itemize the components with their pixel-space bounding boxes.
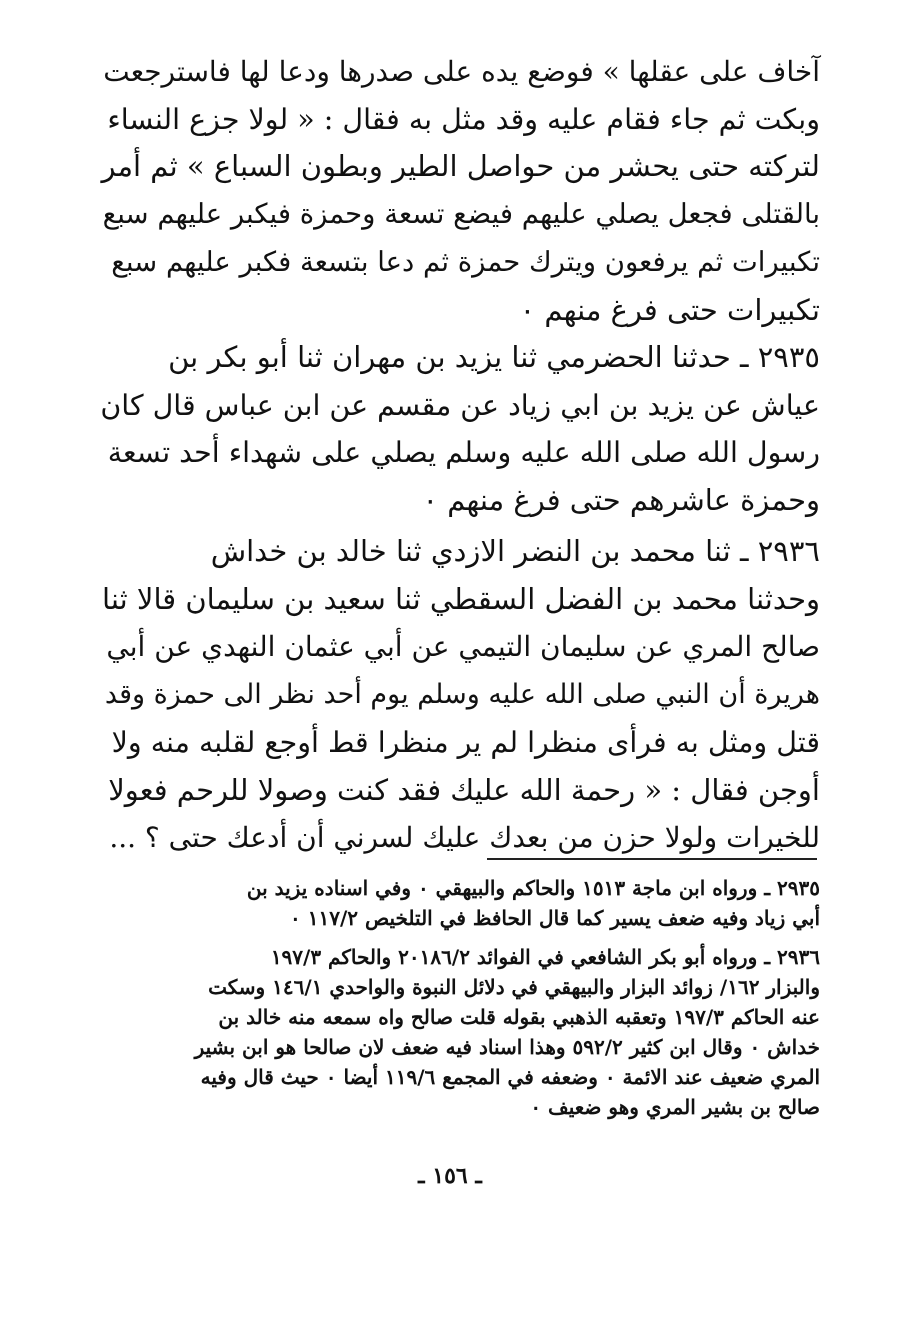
text-line: تكبيرات ثم يرفعون ويترك حمزة ثم دعا بتسعة فكبر عليهم سبع bbox=[111, 245, 820, 278]
text-line: رسول الله صلى الله عليه وسلم يصلي على شهداء أحد تسعة bbox=[107, 436, 820, 470]
text-line: للخيرات ولولا حزن من بعدك عليك لسرني أن أدعك حتى ؟ ... bbox=[109, 821, 820, 855]
text-line: عياش عن يزيد بن ابي زياد عن مقسم عن ابن عباس قال كان bbox=[100, 388, 820, 422]
footnote-line: والبزار ١٦٢/ زوائد البزار والبيهقي في دلائل النبوة والواحدي ١٤٦/١ وسكت bbox=[208, 975, 820, 999]
text-line: صالح المري عن سليمان التيمي عن أبي عثمان النهدي عن أبي bbox=[106, 630, 820, 664]
text-line: قتل ومثل به فرأى منظرا لم ير منظرا قط أوجع لقلبه منه ولا bbox=[111, 725, 820, 759]
footnote-line: صالح بن بشير المري وهو ضعيف ٠ bbox=[530, 1095, 820, 1119]
text-line: وبكت ثم جاء فقام عليه وقد مثل به فقال : « لولا جزع النساء bbox=[107, 102, 820, 136]
footnote-line: خداش ٠ وقال ابن كثير ٥٩٢/٢ وهذا اسناد فيه ضعف لان صالحا هو ابن بشير bbox=[194, 1035, 820, 1059]
footnote-line: ٢٩٣٥ ـ ورواه ابن ماجة ١٥١٣ والحاكم والبيهقي ٠ وفي اسناده يزيد بن bbox=[246, 876, 820, 900]
text-line: آخاف على عقلها » فوضع يده على صدرها ودعا لها فاسترجعت bbox=[103, 55, 820, 88]
text-line: وحدثنا محمد بن الفضل السقطي ثنا سعيد بن سليمان قالا ثنا bbox=[102, 581, 820, 616]
text-line: ٢٩٣٦ ـ ثنا محمد بن النضر الازدي ثنا خالد بن خداش bbox=[210, 534, 820, 568]
footnote-2935 bbox=[100, 873, 820, 933]
footnote-line: عنه الحاكم ١٩٧/٣ وتعقبه الذهبي بقوله قلت صالح واه سمعه منه خالد بن bbox=[218, 1005, 820, 1029]
footnote-2936 bbox=[100, 942, 820, 1122]
footnote-line: ٢٩٣٦ ـ ورواه أبو بكر الشافعي في الفوائد ٢٠١٨٦/٢ والحاكم ١٩٧/٣ bbox=[270, 945, 820, 969]
text-line: وحمزة عاشرهم حتى فرغ منهم ٠ bbox=[422, 483, 820, 518]
text-line: تكبيرات حتى فرغ منهم ٠ bbox=[519, 292, 820, 327]
hadith-2936 bbox=[100, 528, 820, 862]
hadith-2935 bbox=[100, 334, 820, 525]
footnote-line: المري ضعيف عند الائمة ٠ وضعفه في المجمع ١١٩/٦ أيضا ٠ حيث قال وفيه bbox=[200, 1065, 820, 1089]
text-line: هريرة أن النبي صلى الله عليه وسلم يوم أحد نظر الى حمزة وقد bbox=[104, 679, 820, 711]
footnote-line: أبي زياد وفيه ضعف يسير كما قال الحافظ في التلخيص ١١٧/٢ ٠ bbox=[290, 906, 820, 930]
paragraph-continuation bbox=[100, 48, 820, 334]
text-line: أوجن فقال : « رحمة الله عليك فقد كنت وصولا للرحم فعولا bbox=[108, 772, 820, 807]
page-number: ـ ١٥٦ ـ bbox=[418, 1163, 482, 1189]
text-line: لتركته حتى يحشر من حواصل الطير وبطون السباع » ثم أمر bbox=[101, 149, 820, 184]
text-line: ٢٩٣٥ ـ حدثنا الحضرمي ثنا يزيد بن مهران ثنا أبو بكر بن bbox=[168, 340, 820, 374]
footnote-divider bbox=[487, 858, 817, 860]
text-line: بالقتلى فجعل يصلي عليهم فيضع تسعة وحمزة فيكبر عليهم سبع bbox=[102, 198, 820, 231]
